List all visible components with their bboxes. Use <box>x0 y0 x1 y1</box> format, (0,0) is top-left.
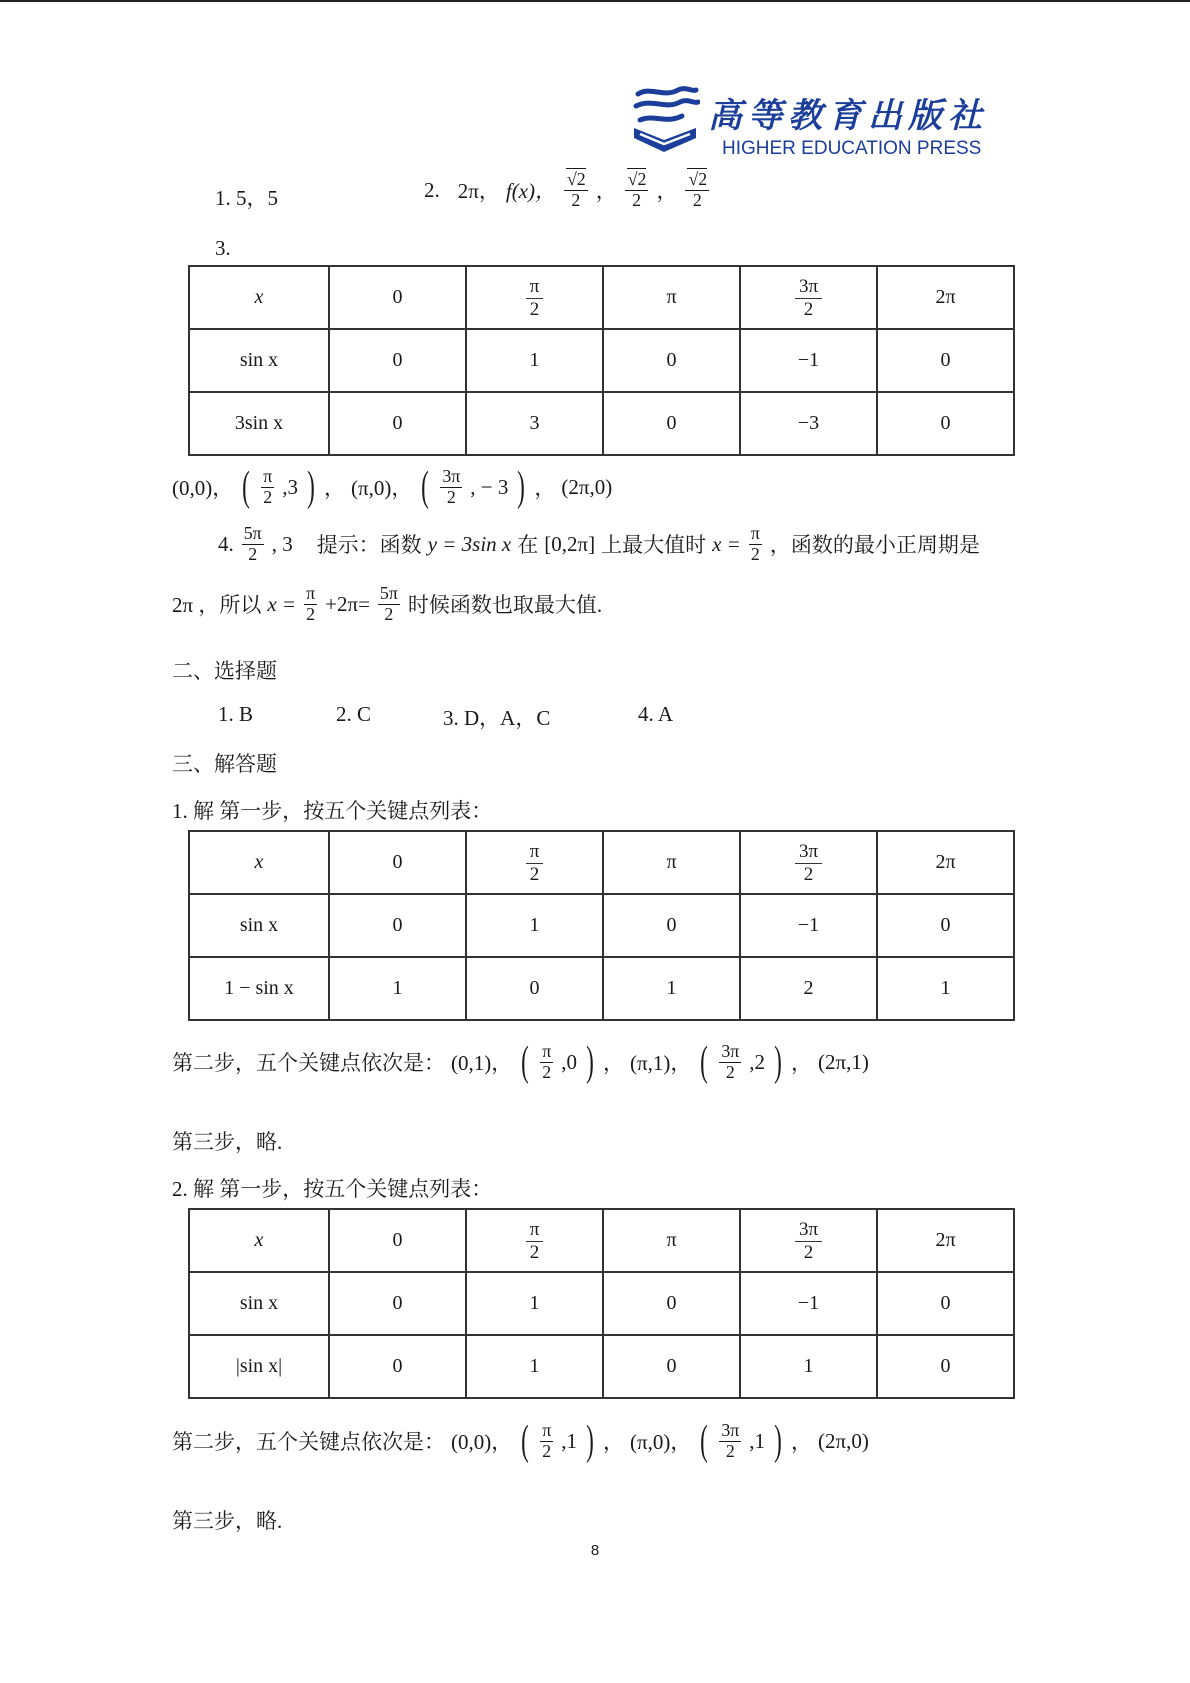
cell: 0 <box>877 1335 1014 1398</box>
point: ,1 <box>561 1428 578 1453</box>
point: (0,0)， <box>451 1430 513 1454</box>
fill-q3-label: 3. <box>215 236 231 260</box>
cell: 3 <box>466 392 603 455</box>
cell: −1 <box>740 1272 877 1335</box>
q4-text: 2π ，所以 <box>172 593 262 618</box>
table-row <box>189 392 1014 455</box>
q4-label: 4. <box>218 531 234 556</box>
header-x: x <box>189 266 329 329</box>
cell: $\frac{3\pi}{2}$ <box>740 266 877 329</box>
hep-logo-icon <box>630 84 700 156</box>
point: (π,0)， <box>630 1430 692 1454</box>
fill-q2-label: 2. <box>424 177 440 202</box>
choice-answer: 3. D，A，C <box>443 706 551 730</box>
section-title-solution: 三、解答题 <box>172 752 277 776</box>
point: ,3 <box>282 474 299 499</box>
cell: $\frac{3\pi}{2}$ <box>740 831 877 894</box>
point: ,2 <box>749 1049 766 1074</box>
point: (2π,1) <box>818 1049 869 1074</box>
q4-text: 时候函数也取最大值. <box>407 593 603 618</box>
fill-q1: 1. 5，5 <box>215 186 278 210</box>
cell: 0 <box>603 1335 740 1398</box>
point: (π,0)， <box>351 476 413 500</box>
cell: π <box>603 1209 740 1272</box>
cell: 2π <box>877 831 1014 894</box>
cell: 0 <box>877 392 1014 455</box>
cell: 2π <box>877 266 1014 329</box>
cell: $\frac{\pi}{2}$ <box>466 1209 603 1272</box>
cell: 2π <box>877 1209 1014 1272</box>
sqrt2-over-2: $\frac{√2}{2}$ <box>564 170 588 210</box>
cell: $\frac{\pi}{2}$ <box>466 266 603 329</box>
cell: 1 <box>466 1272 603 1335</box>
cell: 1 <box>740 1335 877 1398</box>
publisher-name-en: HIGHER EDUCATION PRESS <box>722 138 982 159</box>
cell: 0 <box>329 266 466 329</box>
table-row <box>189 1209 1014 1272</box>
cell: 1 <box>603 957 740 1020</box>
step-text: 第二步，五个关键点依次是： <box>172 1430 445 1454</box>
table-row <box>189 831 1014 894</box>
header-1-minus-sinx: 1 − sin x <box>189 957 329 1020</box>
cell: 0 <box>603 1272 740 1335</box>
publisher-name-cn: 高等教育出版社 <box>708 96 988 136</box>
key-points-table-3 <box>188 1208 1015 1399</box>
cell: 0 <box>877 329 1014 392</box>
q4-x: x = <box>267 591 297 616</box>
cell: 0 <box>329 831 466 894</box>
cell: −3 <box>740 392 877 455</box>
cell: 1 <box>466 894 603 957</box>
table-row <box>189 329 1014 392</box>
solution-1-intro: 1. 解 第一步，按五个关键点列表： <box>172 799 493 823</box>
q4-hint: ，函数的最小正周期是 <box>769 533 980 558</box>
cell: 2 <box>740 957 877 1020</box>
fill-q2: 2. 2π， f(x)， $\frac{√2}{2}$ ， $\frac{√2}{2}$ ， $\frac{√2}{2}$ <box>424 169 708 210</box>
table-row <box>189 957 1014 1020</box>
top-rule <box>0 0 1190 2</box>
q4-hint: 上最大值时 <box>601 533 707 558</box>
table-row <box>189 894 1014 957</box>
cell: 1 <box>329 957 466 1020</box>
q4-text: +2π= <box>325 591 370 616</box>
point: (π,1)， <box>630 1051 692 1075</box>
cell: 1 <box>877 957 1014 1020</box>
solution-2-intro: 2. 解 第一步，按五个关键点列表： <box>172 1177 493 1201</box>
cell: 1 <box>466 329 603 392</box>
solution-1-step3: 第三步，略. <box>172 1130 283 1154</box>
fill-q2-period: 2π， <box>457 179 500 204</box>
cell: π <box>603 831 740 894</box>
cell: 0 <box>466 957 603 1020</box>
cell: 0 <box>877 1272 1014 1335</box>
header-sinx: sin x <box>189 894 329 957</box>
q4-interval: [0,2π] <box>544 531 596 556</box>
step-text: 第二步，五个关键点依次是： <box>172 1051 445 1075</box>
point: (0,0)， <box>172 476 234 500</box>
choice-answer: 2. C <box>336 702 372 726</box>
header-sinx: sin x <box>189 1272 329 1335</box>
table-row <box>189 1335 1014 1398</box>
cell: −1 <box>740 894 877 957</box>
sqrt2-over-2: $\frac{√2}{2}$ <box>625 170 649 210</box>
points-line-1: (0,0)， ( $\frac{\pi}{2}$ ,3 ) ， (π,0)， ( $\frac{3\pi}{2}$ , − 3 ) ， (2π,0) <box>172 464 613 510</box>
publisher-logo <box>630 84 1030 162</box>
point: , − 3 <box>470 474 509 499</box>
cell: 0 <box>329 1209 466 1272</box>
point: (2π,0) <box>561 474 613 499</box>
point: ,0 <box>561 1049 578 1074</box>
cell: 0 <box>603 329 740 392</box>
q4-hint: 在 <box>517 533 539 558</box>
header-sinx: sin x <box>189 329 329 392</box>
q4-line-1: 4. $\frac{5\pi}{2}$ , 3 提示：函数 y = 3sin x 在 [0,2π] 上最大值时 x = $\frac{\pi}{2}$ ，函数的最小正周期是 <box>218 523 980 564</box>
cell: −1 <box>740 329 877 392</box>
solution-2-step2: 第二步，五个关键点依次是： (0,0)， ( $\frac{\pi}{2}$ ,1 ) ， (π,0)， ( $\frac{3\pi}{2}$ ,1 ) ， (2π,0) <box>172 1418 869 1464</box>
point: (0,1)， <box>451 1051 513 1075</box>
cell: $\frac{\pi}{2}$ <box>466 831 603 894</box>
solution-2-step3: 第三步，略. <box>172 1509 283 1533</box>
header-x: x <box>189 831 329 894</box>
header-abs-sinx: |sin x| <box>189 1335 329 1398</box>
q4-x: x = <box>712 531 741 556</box>
q4-func: y = 3sin x <box>427 531 512 556</box>
section-title-choice: 二、选择题 <box>172 659 277 683</box>
point: (2π,0) <box>818 1428 869 1453</box>
choice-answer: 4. A <box>638 702 674 726</box>
solution-1-step2: 第二步，五个关键点依次是： (0,1)， ( $\frac{\pi}{2}$ ,0 ) ， (π,1)， ( $\frac{3\pi}{2}$ ,2 ) ， (2π,1) <box>172 1039 869 1085</box>
cell: π <box>603 266 740 329</box>
cell: $\frac{3\pi}{2}$ <box>740 1209 877 1272</box>
cell: 0 <box>603 894 740 957</box>
cell: 1 <box>466 1335 603 1398</box>
q4-line-2: 2π ，所以 x = $\frac{\pi}{2}$ +2π= $\frac{5\pi}{2}$ 时候函数也取最大值. <box>172 583 603 624</box>
cell: 0 <box>877 894 1014 957</box>
cell: 0 <box>329 1272 466 1335</box>
q4-hint: 提示：函数 <box>316 533 422 558</box>
key-points-table-1 <box>188 265 1015 456</box>
fill-q2-fx: f(x)， <box>505 179 557 204</box>
cell: 0 <box>603 392 740 455</box>
choice-answer: 1. B <box>218 702 254 726</box>
page-number: 8 <box>590 1542 600 1559</box>
q4-answer: , 3 <box>271 531 293 556</box>
sqrt2-over-2: $\frac{√2}{2}$ <box>685 170 709 210</box>
cell: 0 <box>329 1335 466 1398</box>
point: ,1 <box>749 1428 766 1453</box>
header-x: x <box>189 1209 329 1272</box>
cell: 0 <box>329 392 466 455</box>
key-points-table-2 <box>188 830 1015 1021</box>
table-row <box>189 1272 1014 1335</box>
table-row <box>189 266 1014 329</box>
cell: 0 <box>329 329 466 392</box>
header-3sinx: 3sin x <box>189 392 329 455</box>
cell: 0 <box>329 894 466 957</box>
